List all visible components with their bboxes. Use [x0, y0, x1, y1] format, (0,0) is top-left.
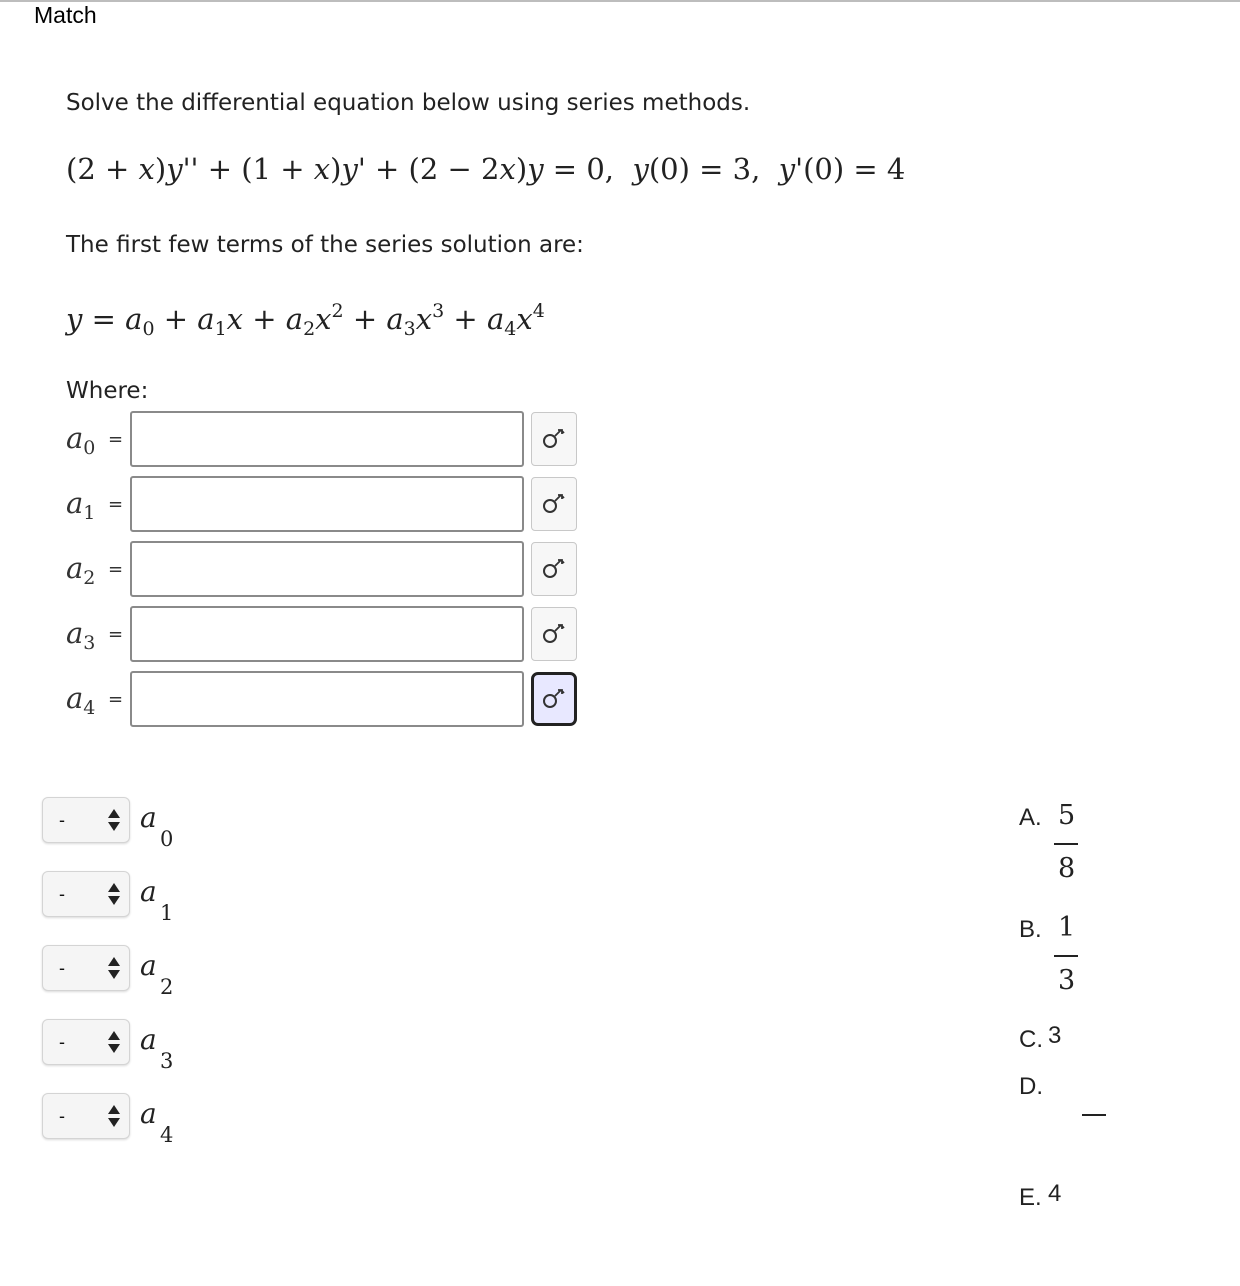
a2-input[interactable]: [130, 541, 524, 597]
option-b-fraction-bar: [1054, 955, 1078, 957]
match-subscript: 3: [160, 1049, 174, 1073]
match-row-a3: [42, 1019, 242, 1073]
where-label: Where:: [66, 378, 149, 404]
match-row-a4: [42, 1093, 242, 1147]
question-prompt: Solve the differential equation below using series methods.: [66, 90, 751, 116]
option-a-denominator: 8: [1058, 853, 1076, 884]
coefficient-row-a0: [66, 411, 586, 469]
option-c-label: C.: [1019, 1026, 1043, 1053]
match-variable: a: [140, 1097, 157, 1130]
equation-editor-button[interactable]: [531, 672, 577, 726]
equation-editor-button[interactable]: [531, 542, 577, 596]
a4-input[interactable]: [130, 671, 524, 727]
option-b-numerator: 1: [1058, 912, 1076, 943]
equation-editor-icon: [539, 619, 569, 649]
equals-sign: =: [108, 429, 124, 450]
option-e-value: 4: [1048, 1180, 1062, 1207]
match-row-a2: [42, 945, 242, 999]
differential-equation: (2 + x)y'' + (1 + x)y' + (2 − 2x)y = 0, y(0) = 3, y'(0) = 4: [66, 152, 906, 186]
coefficient-label: $a_4$: [66, 681, 96, 719]
match-variable: a: [140, 949, 157, 982]
coefficient-row-a4: [66, 671, 586, 729]
match-select-a3[interactable]: [42, 1019, 130, 1065]
option-e-label: E.: [1019, 1184, 1042, 1211]
equation-editor-icon: [539, 684, 569, 714]
equals-sign: =: [108, 624, 124, 645]
match-select-a0[interactable]: [42, 797, 130, 843]
match-row-a0: [42, 797, 242, 851]
coefficient-label: $a_1$: [66, 486, 96, 524]
option-b-denominator: 3: [1058, 965, 1076, 996]
option-b-label: B.: [1019, 916, 1042, 943]
coefficient-label: $a_2$: [66, 551, 96, 589]
match-select-a1[interactable]: [42, 871, 130, 917]
equation-editor-button[interactable]: [531, 477, 577, 531]
coefficient-row-a2: [66, 541, 586, 599]
coefficient-label: $a_3$: [66, 616, 96, 654]
option-c-value: 3: [1048, 1022, 1062, 1049]
match-select-a4[interactable]: [42, 1093, 130, 1139]
match-variable: a: [140, 875, 157, 908]
coefficient-row-a3: [66, 606, 586, 664]
coefficient-row-a1: [66, 476, 586, 534]
match-variable: a: [140, 1023, 157, 1056]
coefficient-label: $a_0$: [66, 421, 96, 459]
option-a-fraction-bar: [1054, 843, 1078, 845]
match-select-a2[interactable]: [42, 945, 130, 991]
match-subscript: 2: [160, 975, 174, 999]
equals-sign: =: [108, 494, 124, 515]
a0-input[interactable]: [130, 411, 524, 467]
equation-editor-button[interactable]: [531, 412, 577, 466]
equation-editor-icon: [539, 424, 569, 454]
equation-editor-icon: [539, 489, 569, 519]
top-divider: [0, 0, 1240, 2]
option-a-numerator: 5: [1058, 800, 1076, 831]
a1-input[interactable]: [130, 476, 524, 532]
option-a-label: A.: [1019, 804, 1042, 831]
match-row-a1: [42, 871, 242, 925]
option-d-label: D.: [1019, 1073, 1043, 1100]
series-intro: The first few terms of the series solution are:: [66, 232, 584, 258]
match-subscript: 1: [160, 901, 174, 925]
match-variable: a: [140, 801, 157, 834]
match-subscript: 4: [160, 1123, 174, 1147]
equals-sign: =: [108, 689, 124, 710]
match-subscript: 0: [160, 827, 174, 851]
option-d-fraction-bar: [1082, 1114, 1106, 1116]
a3-input[interactable]: [130, 606, 524, 662]
equation-editor-button[interactable]: [531, 607, 577, 661]
series-expression: $y = a_0 + a_1x + a_2x^2 + a_3x^3 + a_4x^4$: [66, 300, 545, 340]
equation-editor-icon: [539, 554, 569, 584]
page-title: Match: [34, 2, 97, 28]
equals-sign: =: [108, 559, 124, 580]
